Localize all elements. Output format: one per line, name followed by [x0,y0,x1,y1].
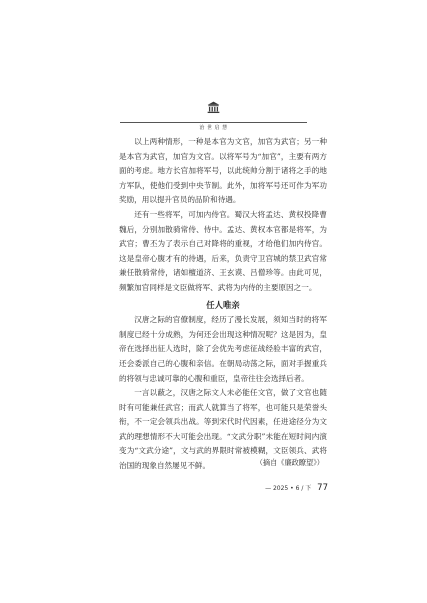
page-header [0,101,427,133]
section-heading: 任人唯亲 [206,299,240,310]
header-divider [120,122,307,123]
paragraph: 还有一些将军，可加内侍官。蜀汉大将孟达、黄权投降曹魏后，分别加散骑常侍、侍中。孟达、黄权本官都是将军，为武官；曹丕为了表示自己对降将的重视，才给他们加内侍官。这是皇帝心腹才有的待遇，后来，负责守卫宫城的禁卫武官常兼任散骑常侍，诸如檀道济、王玄谟、吕僧珍等。由此可见，频繁加官同样是文臣做将军、武将为内侍的主要原因之一。 [119,209,327,292]
article-body [119,135,327,474]
page-number: 77 [317,483,328,493]
paragraph: 一言以蔽之，汉唐之际文人未必能任文官，做了文官也随时有可能兼任武官；而武人就算当了将军，也可能只是荣誉头衔，不一定会领兵出战。等到宋代时代因素，任进途径分为文武的理想情形不大可能会出现。“文武分职”未能在短时间内演变为“文武分途”，文与武的界限时常被模糊，文臣领兵、武将治国的现象自然屡见不鲜。 [119,388,327,471]
source-citation: （摘自《廉政瞭望》） [255,458,324,467]
page-footer [265,483,328,493]
paragraph: 以上两种情形，一种是本官为文官，加官为武官；另一种是本官为武官，加官为文官。以将军号为“加官”，主要有两方面的考虑。地方长官加将军号，以此统帅分割于诸将之手的地方军队，使他们受到中央节制。此外，加将军号还可作为军功奖励，用以提升官员的品阶和待遇。 [119,137,327,205]
classical-building-icon [207,101,220,114]
section-header-label: 治 世 启 慧 [199,125,228,131]
paragraph: 汉唐之际的官僚制度，经历了漫长发展，须知当时的将军制度已经十分成熟，为何还会出现这种情况呢？这是因为，皇帝在选择出征人选时，除了会优先考虑征战经验丰富的武官，还会委派自己的心腹和亲信。在朝局动荡之际，面对手握重兵的将领与忠诚可靠的心腹和重臣，皇帝往往会选择后者。 [119,315,327,383]
issue-label: — 2025 • 6 / 下 [265,485,312,492]
